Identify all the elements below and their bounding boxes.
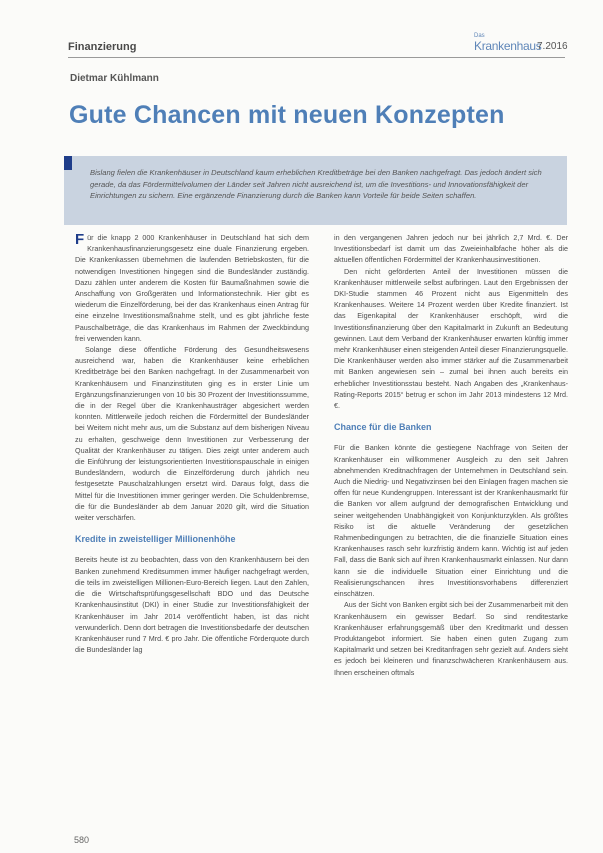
paragraph-text: ür die knapp 2 000 Krankenhäuser in Deutschland hat sich dem Krankenhausfinanzierungsgesetz eine duale Finanzierung ergeben. Die Krankenkassen übernehmen die laufenden Betriebskosten, für die notwendigen Investitionen hingegen sind die Bundesländer zuständig. Dazu zählen unter anderem die Kosten für Baumaßnahmen sowie die Anschaffung von Großgeräten und Informationstechnik. Hier gibt es wiederum die Einzelförderung, bei der das Krankenhaus einen Antrag für eine einzelne Investitionsmaßnahme stellt, und es gibt jährliche feste Pauschalbeträge, die das Krankenhaus im Rahmen der Zweckbindung frei verwenden kann.	[75, 233, 309, 343]
paragraph: Bereits heute ist zu beobachten, dass von den Krankenhäusern bei den Banken zunehmend Kreditsummen immer häufiger nachgefragt werden, die teils im zweistelligen Millionen-Euro-Bereich liegen. Laut den Zahlen, die die Wirtschaftsprüfungsgesellschaft BDO und das Deutsche Krankenhausinstitut (DKI) in einer Studie zur Investitionsfähigkeit der Krankenhäuser im Jahr 2014 veröffentlicht haben, ist das nicht verwunderlich. Denn dort betragen die Investitionsbedarfe der deutschen Krankenhäuser rund 7 Mrd. € pro Jahr. Die öffentliche Förderquote durch die Bundesländer lag	[75, 555, 309, 655]
subheading: Kredite in zweistelliger Millionenhöhe	[75, 534, 236, 545]
magazine-logo	[474, 33, 542, 55]
right-column	[334, 232, 568, 678]
article-title: Gute Chancen mit neuen Konzepten	[69, 101, 505, 129]
subheading: Chance für die Banken	[334, 422, 432, 433]
intro-box	[64, 156, 567, 225]
paragraph: Den nicht geförderten Anteil der Investitionen müssen die Krankenhäuser mittlerweile selbst aufbringen. Laut den Ergebnissen der DKI-Studie stammen 46 Prozent nicht aus Eigenmitteln des Krankenhauses. Weitere 14 Prozent werden über Kredite finanziert. Ist das Eigenkapital der Krankenhäuser erschöpft, wird die Investitionsfinanzierung über den Kapitalmarkt in Zukunft an Bedeutung gewinnen. Laut dem Verband der Krankenhäuser erwarten künftig immer mehr Krankenhäuser einen steigenden Anteil dieser Finanzierungsquelle. Die Krankenhäuser werden also immer stärker auf die Zusammenarbeit mit Banken angewiesen sein – zumal bei ihnen auch bereits ein erheblicher Investitionsstau besteht. Nach Angaben des „Krankenhaus-Rating-Reports 2015“ betrug er schon im Jahr 2013 mindestens 12 Mrd. €.	[334, 266, 568, 411]
page-number: 580	[74, 835, 90, 845]
issue-number: 7.2016	[537, 41, 568, 52]
intro-marker	[64, 156, 72, 170]
section-label: Finanzierung	[68, 41, 137, 53]
left-column	[75, 232, 309, 655]
logo-small-text: Das	[474, 33, 485, 39]
paragraph: Für die Banken könnte die gestiegene Nachfrage von Seiten der Krankenhäuser ein willkommener Ausgleich zu den seit Jahren abnehmenden Kreditnachfragen der Unternehmen in Deutschland sein. Auch die Niedrig- und Negativzinsen bei den Einlagen fragen machen sie offen für neue Kundengruppen. Interessant ist der Krankenhausmarkt für die Banken vor allem aufgrund der demografischen Entwicklung und seiner weitgehenden Unabhängigkeit von Konjunkturzyklen. Als größtes Risiko ist die aktuelle Veränderung der gesetzlichen Rahmenbedingungen zu betrachten, die die finanzielle Situation eines Krankenhauses rasch sehr kurzfristig ändern kann. Wichtig ist auf jeden Fall, dass die Bank sich auf ihren Krankenhausmarkt einlassen. Nur dann kann sie die individuelle Situation einer Einrichtung und die Realisierungschancen ihres Investitionsvorhabens differenziert einschätzen.	[334, 443, 568, 599]
header-rule	[68, 57, 565, 58]
intro-text: Bislang fielen die Krankenhäuser in Deutschland kaum erheblichen Kreditbeträge bei den Banken nachgefragt. Das jedoch ändert sich gerade, da das Fördermittelvolumen der Länder seit Jahren nicht ausreichend ist, um die Investitions- und Innovationsfähigkeit der Einrichtungen zu sichern. Eine ergänzende Finanzierung durch die Banken kann Vorteile für beide Seiten schaffen.	[90, 168, 542, 200]
paragraph: Aus der Sicht von Banken ergibt sich bei der Zusammenarbeit mit den Krankenhäusern ein gewisser Bedarf. So sind renditestarke Krankenhäuser erfahrungsgemäß über den Kreditmarkt und dessen Produktangebot informiert. Sie haben einen guten Zugang zum Kapitalmarkt und setzen bei Kreditanfragen sehr gezielt auf. Anders sieht es jedoch bei kleineren und finanzschwächeren Krankenhäusern aus. Ihnen erscheinen oftmals	[334, 600, 568, 677]
author: Dietmar Kühlmann	[70, 73, 159, 84]
paragraph	[75, 232, 309, 344]
paragraph: in den vergangenen Jahren jedoch nur bei jährlich 2,7 Mrd. €. Der Investitionsbedarf ist damit um das Zweieinhalbfache höher als die aktuellen öffentlichen Fördermittel der Krankenhausinvestitionen.	[334, 233, 568, 265]
paragraph: Solange diese öffentliche Förderung des Gesundheitswesens ausreichend war, haben die Krankenhäuser keine erheblichen Kreditbeträge bei den Banken nachgefragt. In der Zusammenarbeit von Krankenhäusern und Finanzinstituten ging es in erster Linie um Ergänzungsfinanzierungen von 10 bis 30 Prozent der Investitionssumme, die in der Regel über die Krankenhausträger abgesichert werden konnten. Mittlerweile jedoch reichen die Fördermittel der Bundesländer bei Weitem nicht mehr aus, um die Substanz auf dem bisherigen Niveau zu erhalten, geschweige denn Investitionen zur Verbesserung der Qualität der Krankenhäuser zu tätigen. Dies zeigt unter anderem auch die Einführung der leistungsorientierten Investitionspauschale in einigen Bundesländern, wodurch die Einzelförderung durch jährlich neu festgesetzte Pauschalzahlungen ersetzt wird. Daraus folgt, dass die Mittel für die Investitionen immer geringer werden. Die Schuldenbremse, die für die Bundesländer ab dem Januar 2020 gilt, wird die Situation weiter verschärfen.	[75, 345, 309, 523]
logo-main-text: Krankenhaus	[474, 39, 542, 53]
dropcap: F	[75, 231, 85, 248]
